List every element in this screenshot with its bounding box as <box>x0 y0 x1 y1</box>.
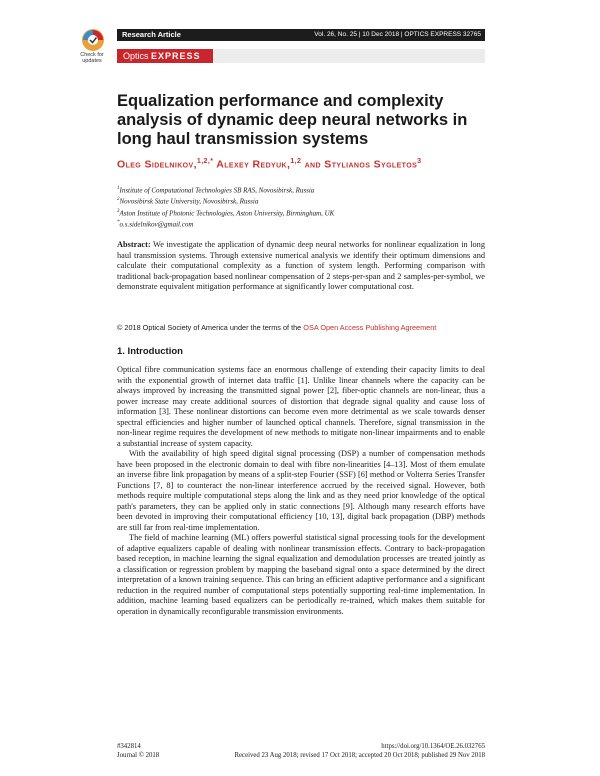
affiliation-text: Aston Institute of Photonic Technologies, Aston University, Birmingham, UK <box>119 208 335 217</box>
journal-copyright: Journal © 2018 <box>117 752 160 759</box>
body-text <box>117 365 485 617</box>
author-conjunction: and <box>304 158 321 171</box>
abstract-label: Abstract: <box>117 240 151 249</box>
author-affiliation-marker: 1,2 <box>290 158 302 165</box>
affiliation-item <box>117 207 485 218</box>
abstract <box>117 240 485 293</box>
journal-name-express: EXPRESS <box>151 51 201 61</box>
paragraph: With the availability of high speed digital signal processing (DSP) a number of compensation methods have been proposed in the electronic domain to deal with fibre non-linearities [4–13]. Most of them emulate an inverse fibre link propagation by means of a split-step Fourier (SSF) [6] method or Volterra Series Transfer Functions [7, 8] to counteract the non-linear interference accrued by the received signal. However, both methods require multiple computational steps along the link and as they need prior knowledge of the optical path's parameters, they can be applied only in static connections [9]. Although many research efforts have been devoted in improving their computational efficiency [10, 13], digital back propagation (DBP) methods are still far from real-time implementation. <box>117 449 485 532</box>
affiliation-item <box>117 195 485 206</box>
corresponding-email-link[interactable]: o.s.sidelnikov@gmail.com <box>119 220 194 229</box>
journal-logo-bar <box>117 49 485 63</box>
updates-ribbon-icon <box>76 27 110 53</box>
section-heading: 1. Introduction <box>117 346 183 357</box>
affiliation-text: Novosibirsk State University, Novosibirsk, Russia <box>119 197 259 206</box>
check-for-updates-icon[interactable] <box>76 27 110 71</box>
abstract-text: We investigate the application of dynamic deep neural networks for nonlinear equalization in long haul transmission systems. Through extensive numerical analysis we identify their optimum dimensions and calculate their computational complexity as a function of system length. Performing comparison with traditional back-propagation based nonlinear compensation of 2 steps-per-span and 2 samples-per-symbol, we demonstrate equivalent mitigation performance at significantly lower computational cost. <box>117 240 485 291</box>
affiliation-item <box>117 184 485 195</box>
license-link[interactable]: OSA Open Access Publishing Agreement <box>303 323 437 332</box>
copyright-notice <box>117 323 485 333</box>
copyright-text: © 2018 Optical Society of America under the terms of the <box>117 323 302 332</box>
affiliation-item <box>117 218 485 229</box>
journal-header-bar <box>117 29 485 41</box>
journal-name-optics: Optics <box>123 51 149 61</box>
publication-dates: Received 23 Aug 2018; revised 17 Oct 2018; accepted 20 Oct 2018; published 29 Nov 2018 <box>234 752 485 759</box>
affiliation-marker: 2 <box>117 197 120 203</box>
affiliation-text: Institute of Computational Technologies SB RAS, Novosibirsk, Russia <box>119 186 315 195</box>
author-affiliation-marker: 1,2,* <box>196 158 214 165</box>
affiliation-marker: 1 <box>117 186 120 191</box>
author-name: Stylianos Sygletos <box>324 158 418 171</box>
paragraph: Optical fibre communication systems face an enormous challenge of extending their capacity limits to deal with the exponential growth of internet data traffic [1]. Unlike linear channels where the capacity can be always improved by increasing the transmitted signal power [2], fiber-optic channels are non-linear, thus a power increase may create additional sources of distortion that degrade signal quality and cause loss of information [3]. These nonlinear distortions can become even more detrimental as we scale towards denser spectral efficiencies and higher number of launched optical channels. Therefore, signal transmission in the non-linear regime requires the development of new methods to mitigate non-linear impairments and to enable a substantial increase of system capacity. <box>117 365 485 448</box>
page-footer <box>117 742 485 760</box>
check-for-updates-label[interactable]: Check for updates <box>80 52 104 64</box>
article-id: #342814 <box>117 743 141 750</box>
citation: Vol. 26, No. 25 | 10 Dec 2018 | OPTICS EXPRESS 32765 <box>314 31 481 38</box>
author-list <box>117 155 485 172</box>
journal-logo <box>117 49 213 63</box>
paragraph: The field of machine learning (ML) offers powerful statistical signal processing tools for the development of adaptive equalizers capable of dealing with nonlinear transmission effects. Contrary to back-propagation based reception, in machine learning the signal equalization and demodulation processes are treated jointly as a classification or regression problem by mapping the baseband signal onto a space determined by the direct interpretation of a known training sequence. This can bring an efficient adaptive performance and a significant reduction in the required number of computational steps potentially supporting real-time implementation. In addition, machine learning based equalizers can be periodically re-trained, which makes them suitable for operation in dynamically reconfigurable transmission environments. <box>117 533 485 616</box>
affiliation-marker: * <box>117 219 120 225</box>
paper-title: Equalization performance and complexity analysis of dynamic deep neural networks in long haul transmission systems <box>117 92 468 148</box>
affiliation-marker: 3 <box>117 208 120 214</box>
author-affiliation-marker: 3 <box>417 158 422 165</box>
doi-link[interactable]: https://doi.org/10.1364/OE.26.032765 <box>381 743 485 750</box>
article-type: Research Article <box>122 30 181 39</box>
author-name: Alexey Redyuk, <box>216 158 291 171</box>
author-name: Oleg Sidelnikov, <box>117 158 197 171</box>
affiliation-list <box>117 184 485 229</box>
